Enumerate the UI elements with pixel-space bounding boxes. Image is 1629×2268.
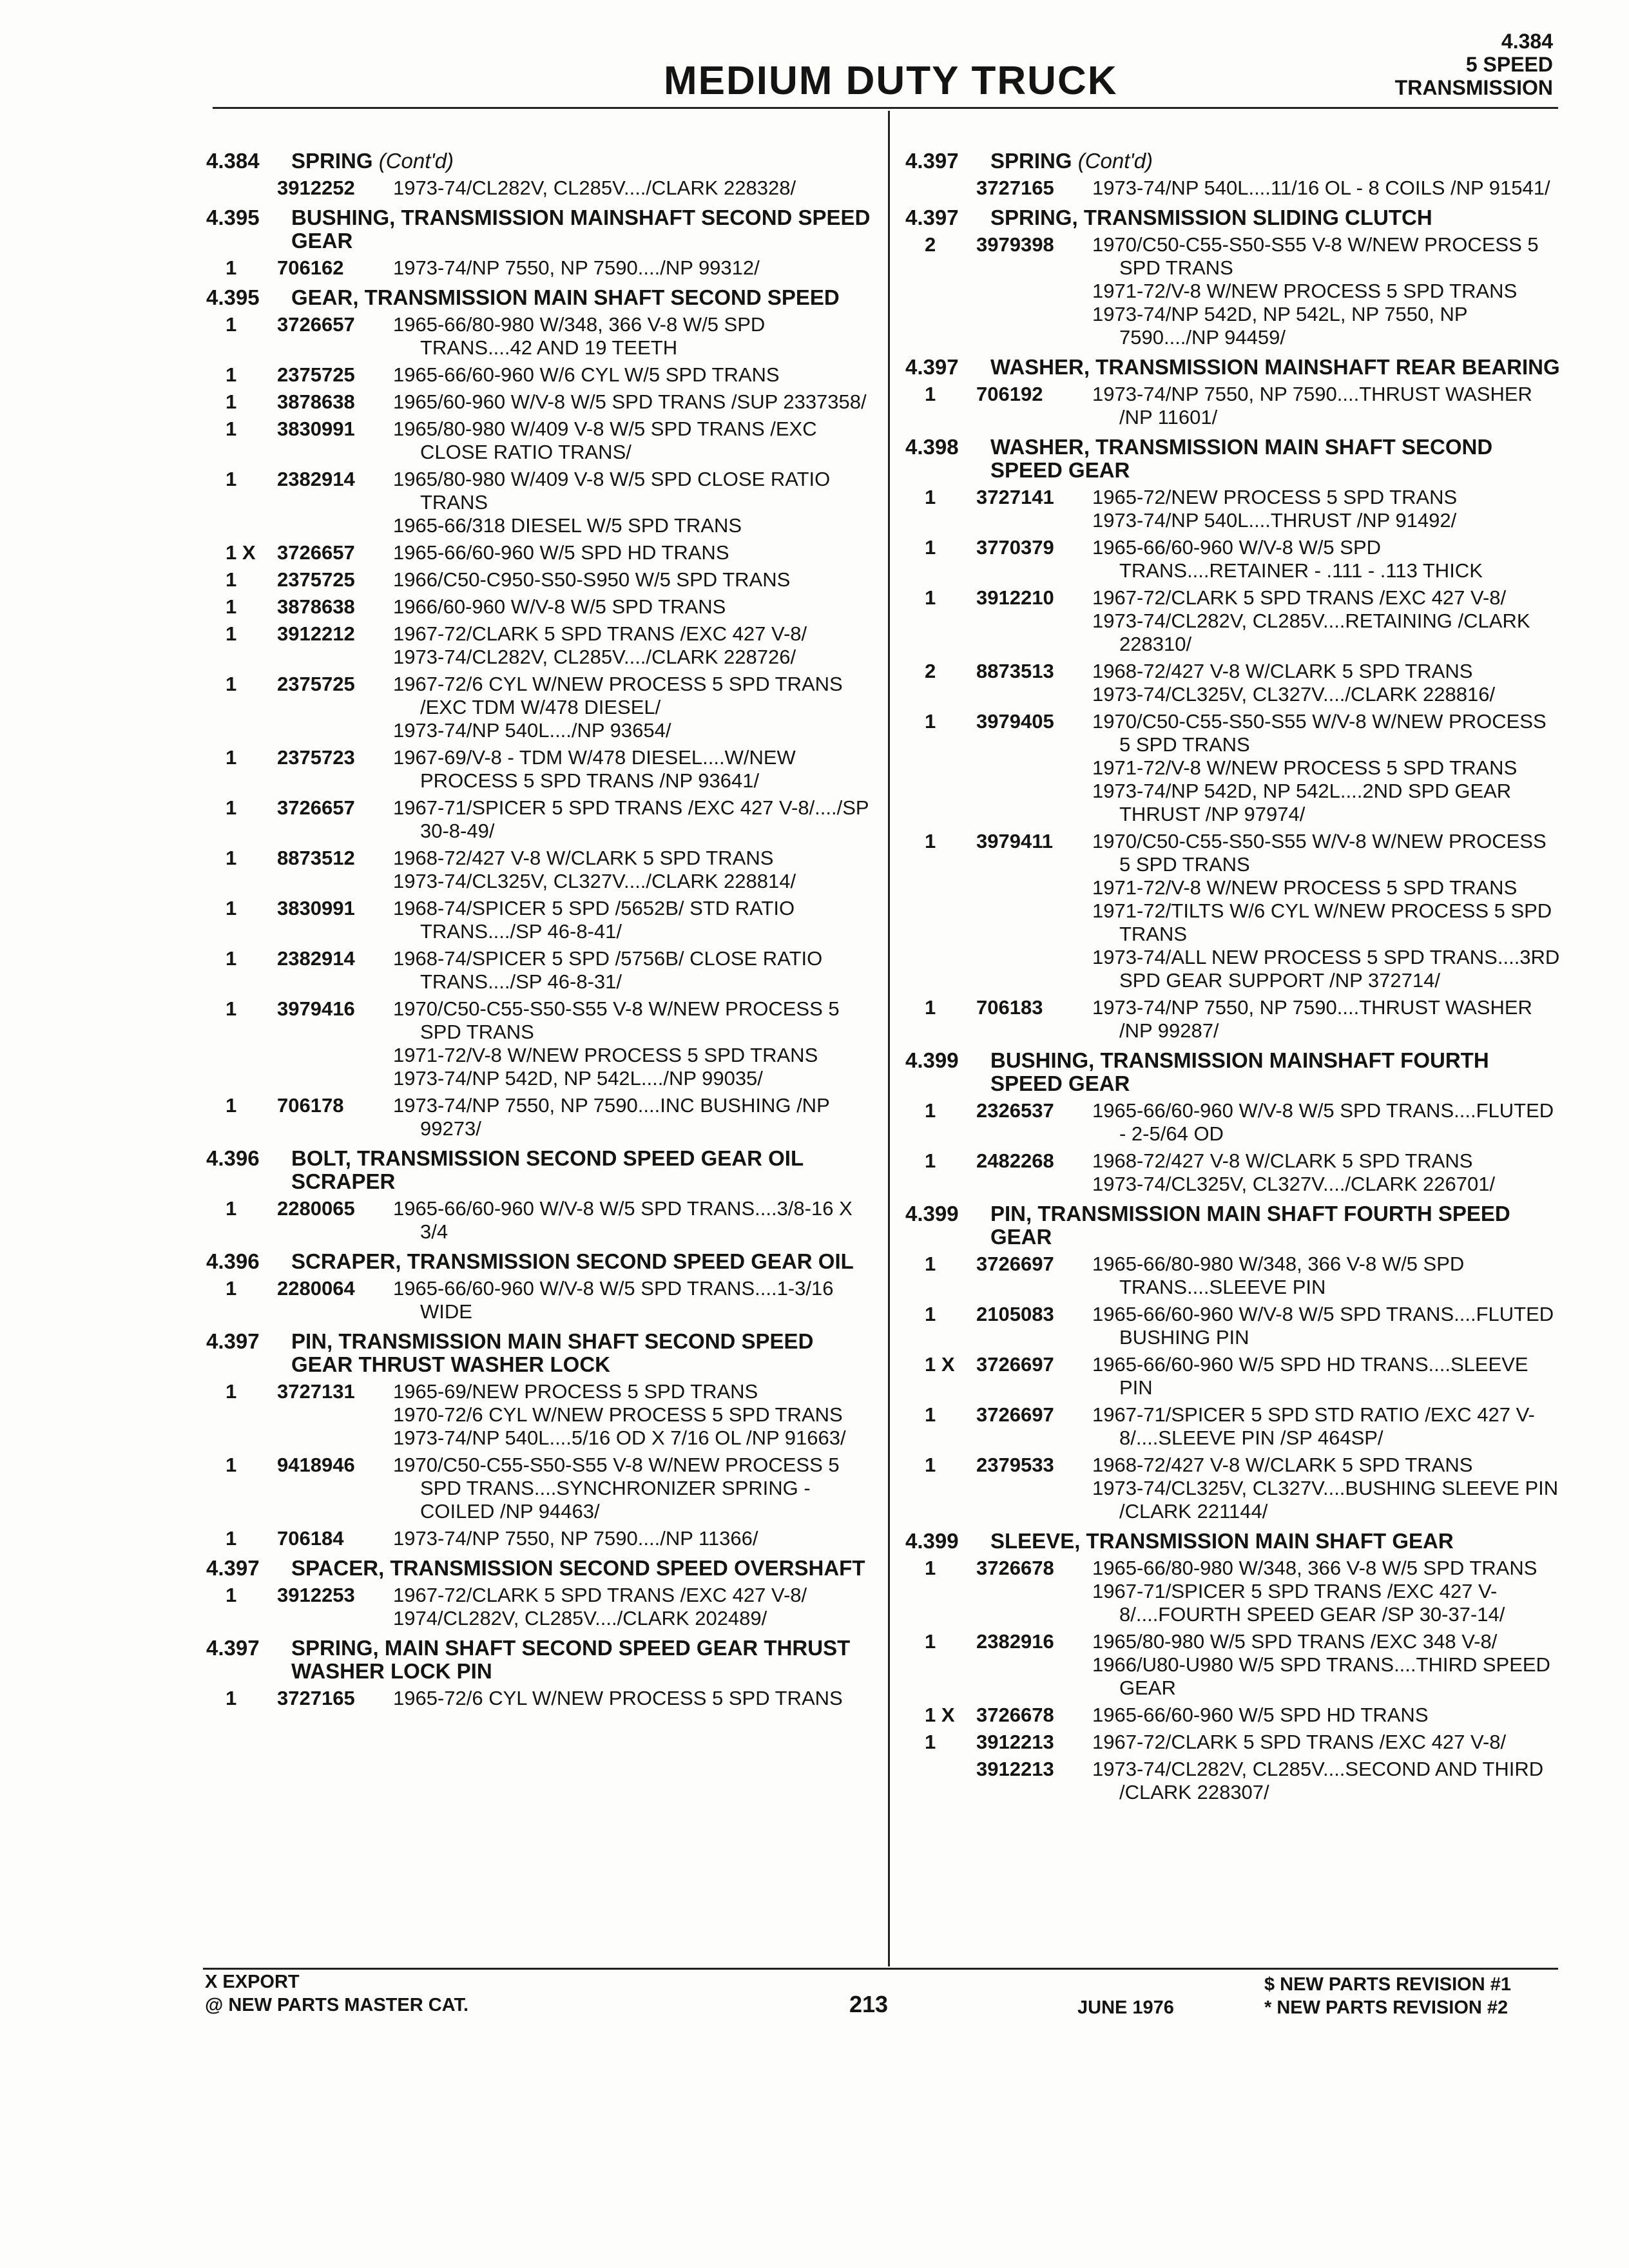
group-number: 4.397 — [905, 149, 959, 173]
group-title: SPRING, TRANSMISSION SLIDING CLUTCH — [990, 206, 1432, 229]
part-row — [206, 468, 876, 537]
part-number: 3979411 — [976, 830, 1053, 852]
part-row — [206, 1277, 876, 1323]
part-application: 1970-72/6 CYL W/NEW PROCESS 5 SPD TRANS — [393, 1403, 843, 1426]
part-quantity: 1 — [226, 595, 237, 618]
part-number: 3912213 — [976, 1758, 1054, 1780]
part-number: 2382914 — [277, 947, 355, 970]
part-number: 3770379 — [976, 536, 1054, 559]
part-quantity: 1 — [925, 486, 936, 508]
part-quantity: 1 — [226, 1277, 237, 1300]
part-row — [206, 1094, 876, 1140]
group-heading — [905, 436, 1563, 482]
part-group — [905, 1049, 1563, 1196]
group-heading — [206, 1250, 876, 1273]
part-row — [905, 996, 1563, 1043]
part-quantity: 1 — [226, 390, 237, 413]
part-row — [206, 568, 876, 591]
part-group — [905, 206, 1563, 349]
part-quantity: 1 — [925, 1731, 936, 1753]
part-row — [206, 997, 876, 1090]
part-application: 1967-71/SPICER 5 SPD STD RATIO /EXC 427 V-8/....SLEEVE PIN /SP 464SP/ — [1092, 1403, 1535, 1449]
page-title: MEDIUM DUTY TRUCK — [664, 59, 1118, 103]
part-row — [905, 536, 1563, 582]
part-application: 1967-69/V-8 - TDM W/478 DIESEL....W/NEW PROCESS 5 SPD TRANS /NP 93641/ — [393, 746, 796, 792]
group-number: 4.399 — [905, 1529, 959, 1553]
part-application: 1967-72/CLARK 5 SPD TRANS /EXC 427 V-8/ — [393, 622, 807, 645]
part-quantity: 1 — [925, 383, 936, 405]
part-number: 9418946 — [277, 1454, 355, 1476]
part-group — [206, 286, 876, 1140]
part-application: 1965-66/60-960 W/5 SPD HD TRANS — [1092, 1704, 1429, 1726]
part-application: 1965-66/60-960 W/6 CYL W/5 SPD TRANS — [393, 363, 780, 386]
part-application: 1967-72/CLARK 5 SPD TRANS /EXC 427 V-8/ — [393, 1584, 807, 1606]
part-application: 1973-74/CL282V, CL285V..../CLARK 228726/ — [393, 646, 796, 668]
part-quantity: 1 — [226, 997, 237, 1020]
part-number: 706183 — [976, 996, 1043, 1019]
group-title: SCRAPER, TRANSMISSION SECOND SPEED GEAR OIL — [291, 1249, 854, 1273]
part-number: 3726697 — [976, 1403, 1054, 1426]
part-application: 1965-66/60-960 W/5 SPD HD TRANS....SLEEVE PIN — [1092, 1353, 1528, 1399]
part-row — [905, 1731, 1563, 1754]
part-quantity: 1 — [226, 796, 237, 819]
part-row — [905, 383, 1563, 429]
part-row — [206, 673, 876, 742]
part-number: 2482268 — [976, 1149, 1054, 1172]
section-subtitle-1: 5 SPEED — [1465, 53, 1553, 76]
part-quantity: 1 — [925, 1099, 936, 1122]
part-application: 1970/C50-C55-S50-S55 W/V-8 W/NEW PROCESS 5 SPD TRANS — [1092, 830, 1547, 876]
part-quantity: 1 — [226, 847, 237, 869]
part-application: 1965-66/80-980 W/348, 366 V-8 W/5 SPD TRANS....42 AND 19 TEETH — [393, 313, 766, 359]
part-number: 3912210 — [976, 586, 1054, 609]
part-application: 1965-66/60-960 W/V-8 W/5 SPD TRANS....RETAINER - .111 - .113 THICK — [1092, 536, 1483, 582]
part-quantity: 1 X — [925, 1353, 955, 1376]
part-number: 2105083 — [976, 1303, 1054, 1325]
part-number: 3912252 — [277, 177, 355, 199]
part-application: 1973-74/NP 540L....5/16 OD X 7/16 OL /NP 91663/ — [393, 1427, 846, 1449]
part-quantity: 1 — [226, 256, 237, 279]
footer-master-note: @ NEW PARTS MASTER CAT. — [205, 1995, 469, 2015]
part-application: 1973-74/NP 540L....THRUST /NP 91492/ — [1092, 509, 1457, 532]
part-number: 3726697 — [976, 1353, 1054, 1376]
footer-revision-2: * NEW PARTS REVISION #2 — [1264, 1997, 1509, 2018]
group-heading — [206, 286, 876, 309]
group-title: WASHER, TRANSMISSION MAIN SHAFT SECOND SPEED GEAR — [990, 435, 1493, 482]
part-number: 2375723 — [277, 746, 355, 769]
part-row — [905, 1758, 1563, 1804]
part-row — [905, 1454, 1563, 1523]
part-application: 1965-66/60-960 W/V-8 W/5 SPD TRANS....3/8-16 X 3/4 — [393, 1197, 853, 1243]
part-application: 1973-74/NP 7550, NP 7590..../NP 11366/ — [393, 1527, 758, 1550]
part-number: 2280064 — [277, 1277, 355, 1300]
part-group — [206, 1250, 876, 1323]
part-row — [206, 746, 876, 793]
part-number: 8873512 — [277, 847, 355, 869]
continued-label: (Cont'd) — [1077, 149, 1153, 173]
part-number: 3830991 — [277, 418, 355, 440]
part-application: 1968-72/427 V-8 W/CLARK 5 SPD TRANS — [1092, 660, 1473, 682]
part-application: 1973-74/CL282V, CL285V....RETAINING /CLARK 228310/ — [1092, 610, 1530, 655]
part-quantity: 1 — [925, 586, 936, 609]
part-number: 3979398 — [976, 233, 1054, 256]
part-group — [905, 149, 1563, 200]
part-quantity: 1 — [925, 1454, 936, 1476]
part-number: 8873513 — [976, 660, 1054, 682]
part-application: 1967-71/SPICER 5 SPD TRANS /EXC 427 V-8/..../SP 30-8-49/ — [393, 796, 869, 842]
part-application: 1965-66/60-960 W/V-8 W/5 SPD TRANS....FLUTED - 2-5/64 OD — [1092, 1099, 1554, 1145]
group-title: BUSHING, TRANSMISSION MAINSHAFT SECOND SPEED GEAR — [291, 206, 871, 253]
part-application: 1968-72/427 V-8 W/CLARK 5 SPD TRANS — [1092, 1149, 1473, 1172]
part-number: 2382914 — [277, 468, 355, 490]
group-number: 4.399 — [905, 1202, 959, 1225]
part-quantity: 1 — [925, 1557, 936, 1579]
part-row — [905, 1303, 1563, 1349]
part-number: 3878638 — [277, 595, 355, 618]
part-quantity: 1 — [925, 710, 936, 733]
part-application: 1965-66/80-980 W/348, 366 V-8 W/5 SPD TRANS....SLEEVE PIN — [1092, 1253, 1465, 1298]
part-group — [206, 206, 876, 280]
part-number: 3912213 — [976, 1731, 1054, 1753]
part-number: 3878638 — [277, 390, 355, 413]
part-application: 1967-71/SPICER 5 SPD TRANS /EXC 427 V-8/....FOURTH SPEED GEAR /SP 30-37-14/ — [1092, 1580, 1505, 1626]
part-number: 3912212 — [277, 622, 355, 645]
part-number: 2379533 — [976, 1454, 1054, 1476]
part-application: 1968-72/427 V-8 W/CLARK 5 SPD TRANS — [1092, 1454, 1473, 1476]
part-row — [206, 363, 876, 387]
part-quantity: 2 — [925, 233, 936, 256]
part-row — [905, 1353, 1563, 1399]
part-number: 3726657 — [277, 541, 355, 564]
part-row — [905, 1557, 1563, 1626]
part-quantity: 1 — [925, 1630, 936, 1653]
part-application: 1970/C50-C55-S50-S55 V-8 W/NEW PROCESS 5 SPD TRANS — [393, 997, 840, 1043]
part-application: 1973-74/NP 542D, NP 542L..../NP 99035/ — [393, 1067, 763, 1090]
part-application: 1966/C50-C950-S50-S950 W/5 SPD TRANS — [393, 568, 791, 591]
group-number: 4.395 — [206, 285, 260, 309]
part-quantity: 1 — [226, 313, 237, 336]
part-quantity: 1 — [226, 1687, 237, 1709]
part-application: 1973-74/NP 540L..../NP 93654/ — [393, 719, 671, 742]
part-row — [905, 1630, 1563, 1700]
part-application: 1973-74/NP 542D, NP 542L, NP 7550, NP 7590..../NP 94459/ — [1092, 303, 1467, 349]
part-group — [905, 1530, 1563, 1804]
part-application: 1965-72/NEW PROCESS 5 SPD TRANS — [1092, 486, 1458, 508]
part-group — [905, 356, 1563, 429]
part-application: 1970/C50-C55-S50-S55 V-8 W/NEW PROCESS 5 SPD TRANS....SYNCHRONIZER SPRING - COILED /NP 94463/ — [393, 1454, 840, 1523]
group-number: 4.399 — [905, 1048, 959, 1072]
group-title: PIN, TRANSMISSION MAIN SHAFT SECOND SPEED GEAR THRUST WASHER LOCK — [291, 1329, 814, 1376]
part-application: 1970/C50-C55-S50-S55 W/V-8 W/NEW PROCESS 5 SPD TRANS — [1092, 710, 1547, 756]
part-application: 1974/CL282V, CL285V..../CLARK 202489/ — [393, 1607, 767, 1629]
part-number: 3727165 — [976, 177, 1054, 199]
part-quantity: 1 — [226, 1584, 237, 1606]
section-number: 4.384 — [1501, 30, 1553, 53]
group-heading — [206, 1637, 876, 1683]
part-row — [206, 177, 876, 200]
part-application: 1968-72/427 V-8 W/CLARK 5 SPD TRANS — [393, 847, 774, 869]
part-quantity: 1 — [226, 1094, 237, 1117]
column-divider — [888, 111, 890, 1966]
group-heading — [905, 1530, 1563, 1553]
group-heading — [905, 1049, 1563, 1095]
part-application: 1966/60-960 W/V-8 W/5 SPD TRANS — [393, 595, 726, 618]
part-number: 3979405 — [976, 710, 1054, 733]
group-number: 4.396 — [206, 1146, 260, 1170]
group-number: 4.397 — [905, 206, 959, 229]
group-number: 4.397 — [206, 1329, 260, 1353]
part-number: 3830991 — [277, 897, 355, 919]
part-row — [206, 622, 876, 669]
part-row — [206, 847, 876, 893]
part-application: 1968-74/SPICER 5 SPD /5652B/ STD RATIO TRANS..../SP 46-8-41/ — [393, 897, 795, 943]
part-quantity: 1 — [226, 897, 237, 919]
part-quantity: 1 — [925, 830, 936, 852]
part-application: 1973-74/CL282V, CL285V..../CLARK 228328/ — [393, 177, 796, 199]
part-row — [206, 1687, 876, 1710]
part-number: 2382916 — [976, 1630, 1054, 1653]
group-heading — [206, 1147, 876, 1193]
group-number: 4.395 — [206, 206, 260, 229]
part-quantity: 1 — [226, 673, 237, 695]
group-number: 4.398 — [905, 435, 959, 459]
group-title: SPRING, MAIN SHAFT SECOND SPEED GEAR THRUST WASHER LOCK PIN — [291, 1636, 851, 1683]
part-row — [905, 586, 1563, 656]
part-application: 1973-74/NP 7550, NP 7590....THRUST WASHER /NP 11601/ — [1092, 383, 1532, 428]
part-application: 1973-74/ALL NEW PROCESS 5 SPD TRANS....3RD SPD GEAR SUPPORT /NP 372714/ — [1092, 946, 1560, 992]
part-group — [206, 1147, 876, 1244]
part-quantity: 1 — [226, 1380, 237, 1403]
group-heading — [206, 1330, 876, 1376]
part-number: 706162 — [277, 256, 344, 279]
part-row — [905, 830, 1563, 992]
part-quantity: 1 — [226, 418, 237, 440]
part-number: 3912253 — [277, 1584, 355, 1606]
group-heading — [905, 149, 1563, 173]
footer-date: JUNE 1976 — [1077, 1997, 1174, 2018]
part-group — [206, 149, 876, 200]
part-application: 1965-66/60-960 W/V-8 W/5 SPD TRANS....FLUTED BUSHING PIN — [1092, 1303, 1554, 1349]
part-application: 1965-69/NEW PROCESS 5 SPD TRANS — [393, 1380, 758, 1403]
part-quantity: 1 — [226, 622, 237, 645]
part-quantity: 1 — [925, 996, 936, 1019]
part-quantity: 1 — [226, 363, 237, 386]
group-title: GEAR, TRANSMISSION MAIN SHAFT SECOND SPEED — [291, 285, 840, 309]
part-number: 706192 — [976, 383, 1043, 405]
part-application: 1965/80-980 W/5 SPD TRANS /EXC 348 V-8/ — [1092, 1630, 1498, 1653]
part-application: 1971-72/V-8 W/NEW PROCESS 5 SPD TRANS — [1092, 756, 1518, 779]
right-column — [905, 149, 1563, 1811]
part-row — [905, 1704, 1563, 1727]
part-number: 706184 — [277, 1527, 344, 1550]
part-application: 1973-74/CL325V, CL327V....BUSHING SLEEVE PIN /CLARK 221144/ — [1092, 1477, 1559, 1523]
part-application: 1965-66/318 DIESEL W/5 SPD TRANS — [393, 514, 742, 537]
group-title: SPACER, TRANSMISSION SECOND SPEED OVERSHAFT — [291, 1556, 865, 1580]
group-heading — [206, 206, 876, 253]
part-number: 3979416 — [277, 997, 355, 1020]
group-title: BUSHING, TRANSMISSION MAINSHAFT FOURTH SPEED GEAR — [990, 1048, 1489, 1095]
part-number: 2375725 — [277, 568, 355, 591]
part-application: 1971-72/TILTS W/6 CYL W/NEW PROCESS 5 SPD TRANS — [1092, 899, 1552, 945]
part-application: 1965/60-960 W/V-8 W/5 SPD TRANS /SUP 2337358/ — [393, 390, 867, 413]
part-row — [206, 1454, 876, 1523]
part-row — [206, 418, 876, 464]
part-application: 1965-66/60-960 W/V-8 W/5 SPD TRANS....1-3/16 WIDE — [393, 1277, 834, 1323]
part-application: 1971-72/V-8 W/NEW PROCESS 5 SPD TRANS — [1092, 876, 1518, 899]
part-application: 1965-72/6 CYL W/NEW PROCESS 5 SPD TRANS — [393, 1687, 843, 1709]
group-heading — [905, 206, 1563, 229]
part-application: 1965-66/60-960 W/5 SPD HD TRANS — [393, 541, 729, 564]
footer-revision-1: $ NEW PARTS REVISION #1 — [1264, 1974, 1511, 1995]
part-row — [206, 595, 876, 619]
group-heading — [905, 1202, 1563, 1249]
part-group — [905, 1202, 1563, 1523]
part-row — [905, 1149, 1563, 1196]
part-quantity: 2 — [925, 660, 936, 682]
part-number: 3727131 — [277, 1380, 355, 1403]
part-number: 3727165 — [277, 1687, 355, 1709]
part-quantity: 1 — [925, 1303, 936, 1325]
part-row — [206, 1197, 876, 1244]
footer-export-note: X EXPORT — [205, 1972, 300, 1992]
part-group — [905, 436, 1563, 1043]
part-row — [905, 486, 1563, 532]
part-application: 1967-72/CLARK 5 SPD TRANS /EXC 427 V-8/ — [1092, 586, 1507, 609]
section-subtitle-2: TRANSMISSION — [1394, 76, 1553, 99]
part-quantity: 1 — [226, 468, 237, 490]
part-row — [206, 1380, 876, 1450]
part-application: 1967-72/CLARK 5 SPD TRANS /EXC 427 V-8/ — [1092, 1731, 1507, 1753]
part-row — [206, 541, 876, 564]
part-application: 1971-72/V-8 W/NEW PROCESS 5 SPD TRANS — [1092, 280, 1518, 302]
part-row — [905, 1099, 1563, 1146]
part-quantity: 1 — [925, 1403, 936, 1426]
part-number: 3726678 — [976, 1704, 1054, 1726]
part-quantity: 1 — [226, 1454, 237, 1476]
group-title: SLEEVE, TRANSMISSION MAIN SHAFT GEAR — [990, 1529, 1454, 1553]
part-application: 1973-74/CL325V, CL327V..../CLARK 228816/ — [1092, 683, 1496, 706]
part-row — [905, 177, 1563, 200]
header-rule — [213, 107, 1558, 109]
part-number: 3726657 — [277, 796, 355, 819]
part-group — [206, 1557, 876, 1630]
group-number: 4.397 — [206, 1636, 260, 1660]
group-title: SPRING — [291, 149, 373, 173]
footer-rule — [203, 1968, 1558, 1970]
part-quantity: 1 — [226, 1527, 237, 1550]
part-application: 1967-72/6 CYL W/NEW PROCESS 5 SPD TRANS /EXC TDM W/478 DIESEL/ — [393, 673, 843, 718]
part-application: 1973-74/NP 540L....11/16 OL - 8 COILS /NP 91541/ — [1092, 177, 1550, 199]
part-quantity: 1 X — [226, 541, 256, 564]
group-title: BOLT, TRANSMISSION SECOND SPEED GEAR OIL SCRAPER — [291, 1146, 804, 1193]
part-row — [905, 710, 1563, 826]
part-quantity: 1 X — [925, 1704, 955, 1726]
part-application: 1973-74/NP 542D, NP 542L....2ND SPD GEAR THRUST /NP 97974/ — [1092, 780, 1512, 825]
part-application: 1966/U80-U980 W/5 SPD TRANS....THIRD SPEED GEAR — [1092, 1653, 1550, 1699]
part-row — [206, 313, 876, 360]
part-quantity: 1 — [925, 1149, 936, 1172]
part-number: 2280065 — [277, 1197, 355, 1220]
part-application: 1971-72/V-8 W/NEW PROCESS 5 SPD TRANS — [393, 1044, 818, 1066]
part-number: 3726697 — [976, 1253, 1054, 1275]
part-application: 1965/80-980 W/409 V-8 W/5 SPD TRANS /EXC CLOSE RATIO TRANS/ — [393, 418, 817, 463]
group-heading — [206, 1557, 876, 1580]
part-row — [905, 1253, 1563, 1299]
part-number: 706178 — [277, 1094, 344, 1117]
part-application: 1965-66/80-980 W/348, 366 V-8 W/5 SPD TRANS — [1092, 1557, 1537, 1579]
part-row — [206, 796, 876, 843]
group-number: 4.397 — [905, 355, 959, 379]
part-row — [905, 233, 1563, 349]
part-application: 1970/C50-C55-S50-S55 V-8 W/NEW PROCESS 5 SPD TRANS — [1092, 233, 1539, 279]
part-quantity: 1 — [925, 1253, 936, 1275]
part-application: 1973-74/NP 7550, NP 7590..../NP 99312/ — [393, 256, 760, 279]
part-number: 2326537 — [976, 1099, 1054, 1122]
part-number: 3726657 — [277, 313, 355, 336]
part-row — [206, 897, 876, 943]
continued-label: (Cont'd) — [378, 149, 454, 173]
section-label — [1395, 30, 1553, 99]
group-heading — [206, 149, 876, 173]
group-title: WASHER, TRANSMISSION MAINSHAFT REAR BEARING — [990, 355, 1560, 379]
part-number: 2375725 — [277, 363, 355, 386]
left-column — [206, 149, 876, 1716]
part-application: 1968-74/SPICER 5 SPD /5756B/ CLOSE RATIO TRANS..../SP 46-8-31/ — [393, 947, 823, 993]
part-application: 1973-74/CL325V, CL327V..../CLARK 228814/ — [393, 870, 796, 892]
part-number: 3727141 — [976, 486, 1054, 508]
part-number: 2375725 — [277, 673, 355, 695]
part-application: 1973-74/NP 7550, NP 7590....INC BUSHING /NP 99273/ — [393, 1094, 830, 1140]
part-row — [206, 1527, 876, 1550]
group-title: SPRING — [990, 149, 1072, 173]
part-group — [206, 1637, 876, 1710]
part-quantity: 1 — [226, 947, 237, 970]
group-number: 4.396 — [206, 1249, 260, 1273]
part-row — [206, 256, 876, 280]
group-number: 4.384 — [206, 149, 260, 173]
part-number: 3726678 — [976, 1557, 1054, 1579]
part-group — [206, 1330, 876, 1550]
part-application: 1973-74/NP 7550, NP 7590....THRUST WASHER /NP 99287/ — [1092, 996, 1532, 1042]
part-quantity: 1 — [226, 568, 237, 591]
part-application: 1973-74/CL282V, CL285V....SECOND AND THIRD /CLARK 228307/ — [1092, 1758, 1544, 1803]
part-quantity: 1 — [925, 536, 936, 559]
part-quantity: 1 — [226, 746, 237, 769]
page-number: 213 — [849, 1991, 889, 2017]
part-row — [905, 660, 1563, 706]
part-row — [206, 1584, 876, 1630]
part-row — [905, 1403, 1563, 1450]
part-application: 1965/80-980 W/409 V-8 W/5 SPD CLOSE RATIO TRANS — [393, 468, 831, 514]
group-heading — [905, 356, 1563, 379]
group-title: PIN, TRANSMISSION MAIN SHAFT FOURTH SPEED GEAR — [990, 1202, 1510, 1249]
part-quantity: 1 — [226, 1197, 237, 1220]
part-application: 1973-74/CL325V, CL327V..../CLARK 226701/ — [1092, 1173, 1496, 1195]
part-row — [206, 947, 876, 994]
part-row — [206, 390, 876, 414]
group-number: 4.397 — [206, 1556, 260, 1580]
